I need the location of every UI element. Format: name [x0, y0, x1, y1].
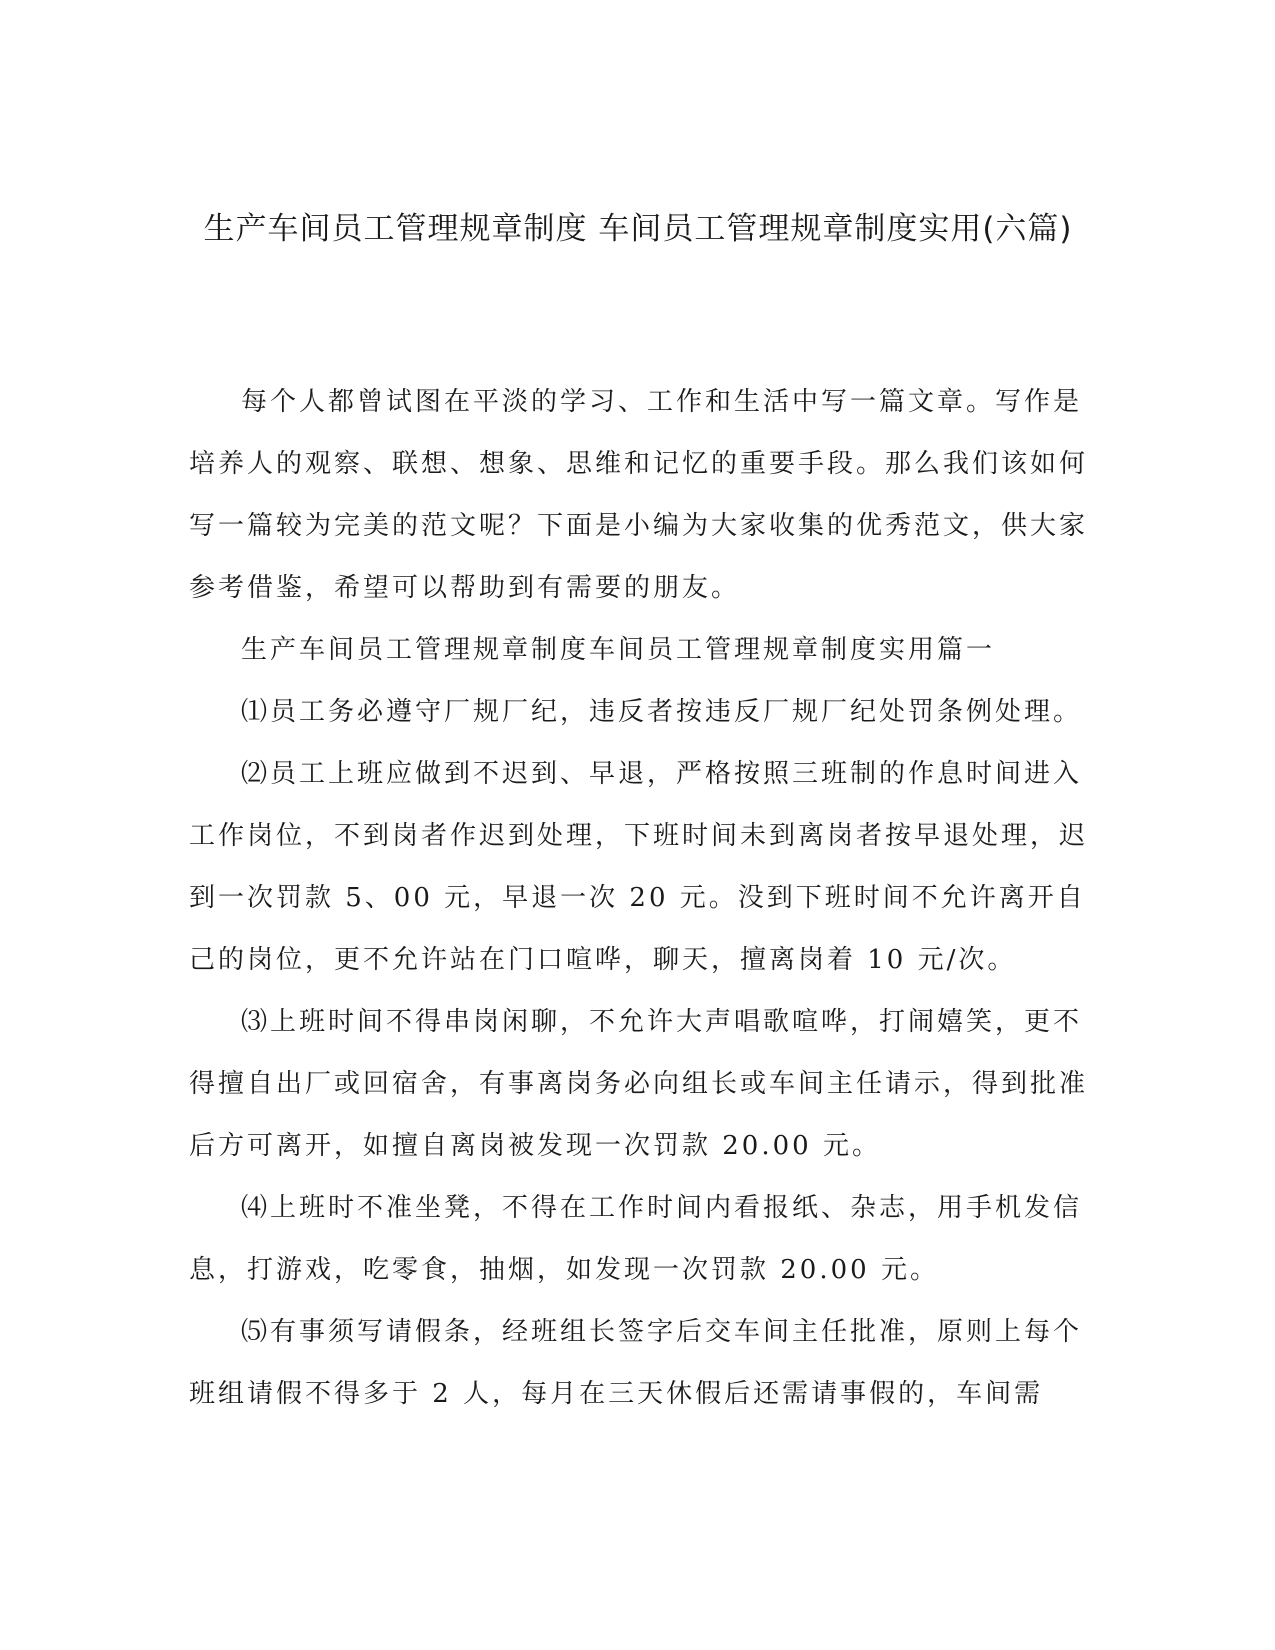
section-heading: 生产车间员工管理规章制度车间员工管理规章制度实用篇一 — [241, 635, 996, 665]
rule-item-2: ⑵员工上班应做到不迟到、早退，严格按照三班制的作息时间进入工作岗位，不到岗者作迟到处理，下班时间未到离岗者按早退处理，迟到一次罚款 5、00 元，早退一次 20 元。没到下班时间不允许离开自己的岗位，更不允许站在门口喧哗，聊天，擅离岗着 10 元/次。 — [189, 759, 1089, 975]
rule-item-4: ⑷上班时不准坐凳，不得在工作时间内看报纸、杂志，用手机发信息，打游戏，吃零食，抽烟，如发现一次罚款 20.00 元。 — [189, 1193, 1083, 1285]
document-body — [189, 371, 1089, 1425]
rule-item-5: ⑸有事须写请假条，经班组长签字后交车间主任批准，原则上每个班组请假不得多于 2 人，每月在三天休假后还需请事假的，车间需 — [189, 1317, 1083, 1409]
intro-paragraph: 每个人都曾试图在平淡的学习、工作和生活中写一篇文章。写作是培养人的观察、联想、想象、思维和记忆的重要手段。那么我们该如何写一篇较为完美的范文呢？下面是小编为大家收集的优秀范文，供大家参考借鉴，希望可以帮助到有需要的朋友。 — [189, 387, 1089, 603]
rule-item-1: ⑴员工务必遵守厂规厂纪，违反者按违反厂规厂纪处罚条例处理。 — [241, 697, 1083, 727]
rule-item-3: ⑶上班时间不得串岗闲聊，不允许大声唱歌喧哗，打闹嬉笑，更不得擅自出厂或回宿舍，有事离岗务必向组长或车间主任请示，得到批准后方可离开，如擅自离岗被发现一次罚款 20.00 元。 — [189, 1007, 1089, 1161]
document-title: 生产车间员工管理规章制度 车间员工管理规章制度实用(六篇) — [203, 211, 1073, 247]
